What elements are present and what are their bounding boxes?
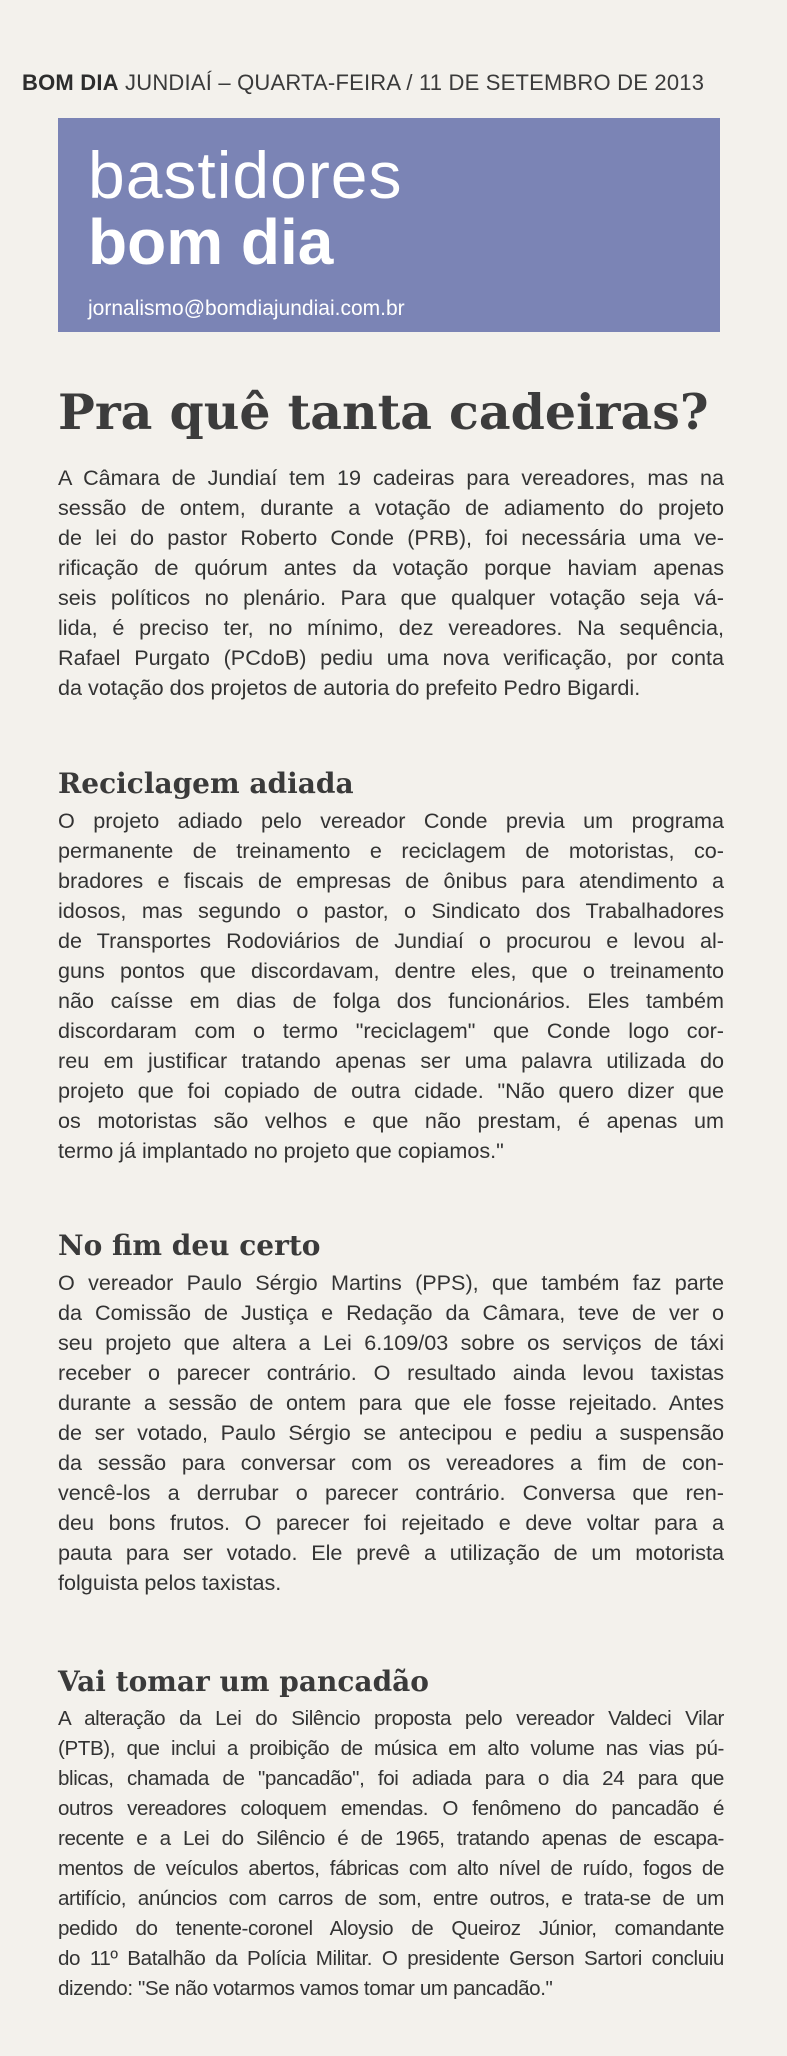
text-line: (PTB), que inclui a proibição de música em alto volume nas vias pú- bbox=[58, 1737, 724, 1760]
text-line: durante a sessão de ontem para que ele fosse rejeitado. Antes bbox=[58, 1390, 724, 1415]
text-line: pedido do tenente-coronel Aloysio de Queiroz Júnior, comandante bbox=[58, 1917, 724, 1940]
text-line: sessão de ontem, durante a votação de adiamento do projeto bbox=[58, 495, 724, 520]
text-line: bradores e fiscais de empresas de ônibus para atendimento a bbox=[58, 868, 724, 893]
section-body-reciclagem bbox=[58, 806, 724, 1166]
text-line: blicas, chamada de "pancadão", foi adiada para o dia 24 para que bbox=[58, 1767, 724, 1790]
text-line: de lei do pastor Roberto Conde (PRB), foi necessária uma ve- bbox=[58, 525, 724, 550]
text-line: idosos, mas segundo o pastor, o Sindicato dos Trabalhadores bbox=[58, 898, 724, 923]
text-line: permanente de treinamento e reciclagem de motoristas, co- bbox=[58, 838, 724, 863]
text-line: guns pontos que discordavam, dentre eles, que o treinamento bbox=[58, 958, 724, 983]
banner-title-line1: bastidores bbox=[88, 138, 403, 212]
text-line: seis políticos no plenário. Para que qualquer votação seja vá- bbox=[58, 585, 724, 610]
dateline bbox=[22, 70, 722, 96]
text-line: A alteração da Lei do Silêncio proposta pelo vereador Valdeci Vilar bbox=[58, 1707, 724, 1730]
section-body-pancadao bbox=[58, 1704, 724, 2004]
text-line: lida, é preciso ter, no mínimo, dez vereadores. Na sequência, bbox=[58, 615, 724, 640]
text-line: termo já implantado no projeto que copiamos." bbox=[58, 1138, 504, 1163]
text-line: discordaram com o termo "reciclagem" que Conde logo cor- bbox=[58, 1018, 724, 1043]
text-line: artifício, anúncios com carros de som, entre outros, e trata-se de um bbox=[58, 1887, 724, 1910]
text-line: recente e a Lei do Silêncio é de 1965, tratando apenas de escapa- bbox=[58, 1827, 724, 1850]
text-line: projeto que foi copiado de outra cidade. "Não quero dizer que bbox=[58, 1078, 724, 1103]
text-line: da sessão para conversar com os vereadores a fim de con- bbox=[58, 1450, 724, 1475]
text-line: da Comissão de Justiça e Redação da Câmara, teve de ver o bbox=[58, 1300, 724, 1325]
section-body-fim bbox=[58, 1268, 724, 1598]
intro-paragraph bbox=[58, 463, 724, 703]
text-line: seu projeto que altera a Lei 6.109/03 sobre os serviços de táxi bbox=[58, 1330, 724, 1355]
text-line: outros vereadores coloquem emendas. O fenômeno do pancadão é bbox=[58, 1797, 724, 1820]
text-line: rificação de quórum antes da votação porque haviam apenas bbox=[58, 555, 724, 580]
text-line: vencê-los a derrubar o parecer contrário. Conversa que ren- bbox=[58, 1480, 724, 1505]
text-line: A Câmara de Jundiaí tem 19 cadeiras para vereadores, mas na bbox=[58, 465, 724, 490]
dateline-text: JUNDIAÍ – QUARTA-FEIRA / 11 DE SETEMBRO DE 2013 bbox=[125, 70, 705, 95]
column-banner bbox=[58, 118, 720, 332]
section-title-fim: No fim deu certo bbox=[58, 1229, 321, 1262]
text-line: mentos de veículos abertos, fábricas com alto nível de ruído, fogos de bbox=[58, 1857, 724, 1880]
text-line: dizendo: "Se não votarmos vamos tomar um pancadão." bbox=[58, 1977, 553, 2000]
newspaper-brand: BOM DIA bbox=[22, 70, 119, 95]
section-title-pancadao: Vai tomar um pancadão bbox=[58, 1665, 429, 1698]
text-line: de Transportes Rodoviários de Jundiaí o procurou e levou al- bbox=[58, 928, 724, 953]
text-line: pauta para ser votado. Ele prevê a utilização de um motorista bbox=[58, 1540, 724, 1565]
text-line: não caísse em dias de folga dos funcionários. Eles também bbox=[58, 988, 724, 1013]
text-line: os motoristas são velhos e que não prestam, é apenas um bbox=[58, 1108, 724, 1133]
text-line: folguista pelos taxistas. bbox=[58, 1570, 282, 1595]
banner-title-line2: bom dia bbox=[88, 206, 334, 278]
contact-email: jornalismo@bomdiajundiai.com.br bbox=[88, 297, 405, 320]
text-line: O vereador Paulo Sérgio Martins (PPS), que também faz parte bbox=[58, 1270, 724, 1295]
text-line: receber o parecer contrário. O resultado ainda levou taxistas bbox=[58, 1360, 724, 1385]
text-line: da votação dos projetos de autoria do prefeito Pedro Bigardi. bbox=[58, 675, 641, 700]
text-line: O projeto adiado pelo vereador Conde previa um programa bbox=[58, 808, 724, 833]
text-line: de ser votado, Paulo Sérgio se antecipou e pediu a suspensão bbox=[58, 1420, 724, 1445]
headline: Pra quê tanta cadeiras? bbox=[58, 383, 709, 441]
text-line: Rafael Purgato (PCdoB) pediu uma nova verificação, por conta bbox=[58, 645, 724, 670]
text-line: reu em justificar tratando apenas ser uma palavra utilizada do bbox=[58, 1048, 724, 1073]
text-line: do 11º Batalhão da Polícia Militar. O presidente Gerson Sartori concluiu bbox=[58, 1947, 724, 1970]
text-line: deu bons frutos. O parecer foi rejeitado e deve voltar para a bbox=[58, 1510, 724, 1535]
section-title-reciclagem: Reciclagem adiada bbox=[58, 767, 354, 800]
